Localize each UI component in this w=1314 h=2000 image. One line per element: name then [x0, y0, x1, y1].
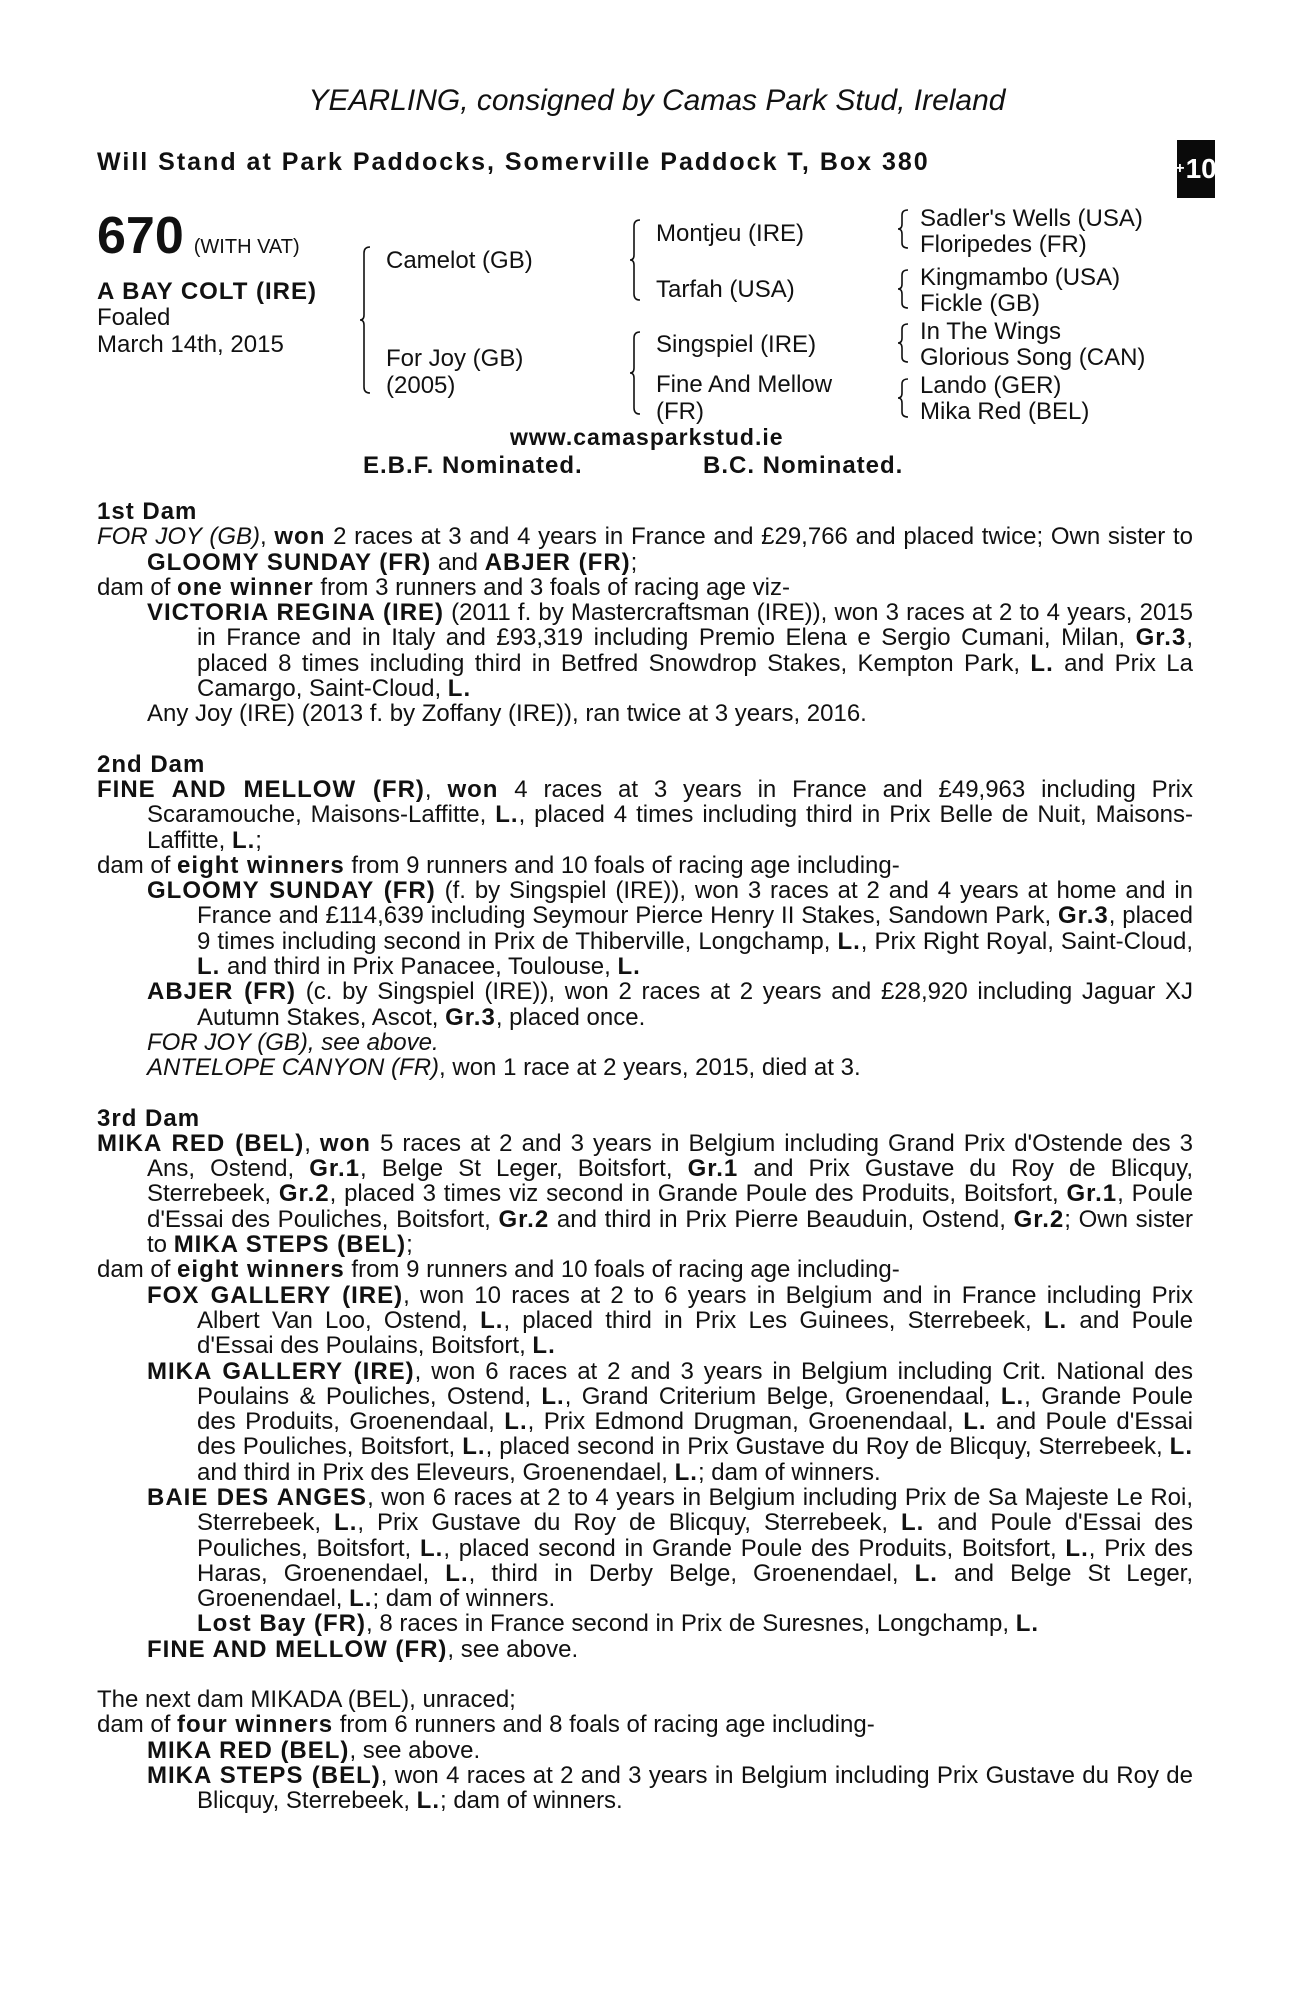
pedigree-sss: Sadler's Wells (USA) [920, 205, 1143, 232]
second-dam-produce-summary [97, 853, 1193, 878]
bold-run: Gr.3 [1135, 624, 1187, 652]
second-dam-heading: 2nd Dam [97, 750, 206, 778]
bold-run: L. [901, 1509, 925, 1537]
bold-run: ABJER (FR) [147, 978, 297, 1006]
next-dam-produce-item [97, 1738, 1193, 1763]
pedigree-sdd: Fickle (GB) [920, 290, 1040, 317]
bc-nominated: B.C. Nominated. [703, 452, 904, 479]
bold-run: L. [197, 953, 221, 981]
text-run: and Poule d'Essai des Poulains, Boitsfort, [197, 1306, 1193, 1360]
text-run: , Prix Right Royal, Saint-Cloud, [860, 927, 1194, 955]
text-run: , won 1 race at 2 years, 2015, died at 3. [439, 1054, 861, 1082]
bracket-fine-and-mellow [898, 377, 910, 419]
italic-run: ANTELOPE CANYON (FR) [147, 1054, 440, 1082]
text-run: , won 6 races at 2 to 4 years in Belgium including Prix de Sa Majeste Le Roi, Sterrebeek, [197, 1483, 1193, 1537]
bold-run: Lost Bay (FR) [197, 1610, 366, 1638]
second-dam-produce-item [97, 979, 1193, 1030]
next-dam-produce-summary [97, 1712, 1193, 1737]
bold-run: Gr.2 [1013, 1205, 1065, 1233]
pedigree-dsd: Glorious Song (CAN) [920, 344, 1146, 371]
text-run: from 9 runners and 10 foals of racing age including- [344, 851, 900, 879]
text-run: ; Own sister to [147, 1205, 1193, 1259]
bold-run: Gr.2 [498, 1205, 550, 1233]
text-run: , placed second in Prix Gustave du Roy de Blicquy, Sterrebeek, [485, 1433, 1170, 1461]
text-run: , [424, 775, 448, 803]
text-run: , placed 9 times including second in Prix de Thiberville, Longchamp, [197, 902, 1193, 955]
bold-run: L. [1030, 649, 1054, 677]
bold-run: FINE AND MELLOW (FR) [97, 775, 425, 803]
bold-run: L. [334, 1509, 358, 1537]
bold-run: L. [837, 927, 861, 955]
bold-run: MIKA RED (BEL) [97, 1129, 305, 1157]
sire-line-bracket [630, 218, 642, 302]
bold-run: L. [914, 1559, 938, 1587]
text-run: , Belge St Leger, Boitsfort, [359, 1155, 688, 1183]
first-dam-produce-item [97, 701, 1193, 726]
text-run: and third in Prix Panacee, Toulouse, [220, 953, 618, 981]
pedigree-dds: Lando (GER) [920, 372, 1062, 399]
next-dam-entry [97, 1687, 1193, 1712]
bold-run: L. [495, 801, 519, 829]
lot-number-line [97, 206, 300, 277]
dam-line-bracket [630, 330, 642, 416]
pedigree-dam-line1: For Joy (GB) [386, 345, 524, 372]
sire-dam-bracket [360, 245, 372, 395]
text-run: , placed 3 times viz second in Grande Poule des Produits, Boitsfort, [329, 1180, 1067, 1208]
text-run: ; [630, 548, 638, 576]
lot-vat: (WITH VAT) [193, 236, 300, 258]
third-dam-entry [97, 1131, 1193, 1257]
third-dam-heading: 3rd Dam [97, 1104, 201, 1132]
text-run: , see above. [349, 1736, 481, 1764]
text-run: ; [406, 1231, 413, 1259]
text-run: and Belge St Leger, Groenendael, [197, 1559, 1194, 1613]
text-run: 5 races at 2 and 3 years in Belgium including Grand Prix d'Ostende des 3 Ans, Ostend, [147, 1129, 1193, 1183]
text-run: , 8 races in France second in Prix de Suresnes, Longchamp, [366, 1610, 1016, 1638]
badge-plus: + [1175, 160, 1185, 177]
bold-run: FOX GALLERY (IRE) [147, 1281, 404, 1309]
text-run: , third in Derby Belge, Groenendael, [468, 1559, 915, 1587]
bold-run: L. [963, 1408, 987, 1436]
horse-name: A BAY COLT (IRE) [97, 278, 318, 305]
pedigree-dss: In The Wings [920, 318, 1061, 345]
text-run: , won 10 races at 2 to 6 years in Belgium and in France including Prix Albert Van Loo, Ostend, [197, 1281, 1193, 1334]
third-dam-produce-item [97, 1637, 1193, 1662]
text-run: , Grand Criterium Belge, Groenendaal, [564, 1382, 1001, 1410]
bold-run: Gr.3 [1058, 902, 1109, 930]
bold-run: Gr.1 [687, 1155, 739, 1183]
text-run: 2 races at 3 and 4 years in France and £29,766 and placed twice; Own sister to [325, 523, 1193, 551]
text-run: and [431, 548, 485, 576]
pedigree-dam-dam-line2: (FR) [656, 398, 704, 425]
pedigree-dam-sire: Singspiel (IRE) [656, 331, 817, 358]
bold-run: L. [420, 1534, 444, 1562]
bold-run: L. [349, 1585, 373, 1613]
bold-run: L. [617, 953, 641, 981]
bold-run: Gr.1 [1066, 1180, 1118, 1208]
italic-run: FOR JOY (GB) [147, 1028, 308, 1056]
bracket-tarfah [898, 268, 910, 310]
text-run: , placed third in Prix Les Guinees, Sterrebeek, [503, 1306, 1044, 1334]
text-run: and third in Prix Pierre Beauduin, Ostend, [549, 1205, 1014, 1233]
text-run: , Prix Gustave du Roy de Blicquy, Sterrebeek, [357, 1509, 901, 1537]
third-dam-produce-summary [97, 1257, 1193, 1282]
bold-run: eight winners [177, 851, 345, 879]
bold-run: GLOOMY SUNDAY (FR) [147, 877, 436, 905]
pedigree-ssd: Floripedes (FR) [920, 231, 1087, 258]
bold-run: VICTORIA REGINA (IRE) [147, 599, 445, 627]
bold-run: GLOOMY SUNDAY (FR) [147, 548, 432, 576]
first-dam-entry [97, 524, 1193, 575]
text-run: dam of [97, 1256, 178, 1284]
lot-badge [1177, 140, 1215, 198]
bold-run: eight winners [177, 1256, 345, 1284]
bold-run: L. [445, 1559, 469, 1587]
bold-run: won [274, 523, 326, 551]
lot-number: 670 [97, 207, 184, 265]
pedigree-sire: Camelot (GB) [386, 247, 533, 274]
text-run: , [260, 523, 275, 551]
page-heading: YEARLING, consigned by Camas Park Stud, Ireland [308, 84, 1006, 117]
pedigree-notes [97, 499, 1193, 1814]
bold-run: ABJER (FR) [484, 548, 631, 576]
bold-run: L. [447, 675, 472, 703]
text-run: ; dam of winners. [372, 1585, 556, 1613]
bold-run: L. [504, 1408, 528, 1436]
bold-run: won [447, 775, 499, 803]
bracket-montjeu [898, 208, 910, 250]
text-run: and Poule d'Essai des Pouliches, Boitsfort, [197, 1408, 1194, 1461]
second-dam-produce-item [97, 878, 1193, 979]
catalogue-page [97, 0, 1217, 2000]
text-run: , see above. [447, 1635, 579, 1663]
text-run: dam of [97, 573, 178, 601]
text-run: ; dam of winners. [439, 1787, 623, 1815]
bold-run: Gr.3 [445, 1003, 496, 1031]
bold-run: won [319, 1129, 371, 1157]
bold-run: L. [462, 1433, 486, 1461]
stand-location: Will Stand at Park Paddocks, Somerville Paddock T, Box 380 [97, 148, 930, 176]
bracket-singspiel [898, 322, 910, 364]
text-run: (2011 f. by Mastercraftsman (IRE)), won 3 races at 2 to 4 years, 2015 in France and in Italy and £93,319 including Premio Elena e Sergio Cumani, Milan, [197, 599, 1193, 652]
text-run: ; [255, 826, 262, 854]
text-run: , placed 8 times including third in Betfred Snowdrop Stakes, Kempton Park, [197, 624, 1193, 677]
text-run: , Prix des Haras, Groenendael, [197, 1534, 1194, 1587]
bold-run: L. [1000, 1382, 1025, 1410]
bold-run: MIKA GALLERY (IRE) [147, 1357, 415, 1385]
bold-run: MIKA STEPS (BEL) [173, 1231, 407, 1259]
text-run: , won 4 races at 2 and 3 years in Belgium including Prix Gustave du Roy de Blicquy, Sterrebeek, [197, 1761, 1193, 1815]
bold-run: L. [231, 826, 256, 854]
third-dam-produce-item [97, 1485, 1193, 1611]
bold-run: L. [416, 1787, 440, 1815]
text-run: , [304, 1129, 320, 1157]
italic-run: FOR JOY (GB) [97, 523, 260, 551]
text-run: from 9 runners and 10 foals of racing age including- [344, 1256, 900, 1284]
text-run: (c. by Singspiel (IRE)), won 2 races at 2 years and £28,920 including Jaguar XJ Autumn Stakes, Ascot, [197, 978, 1194, 1031]
bold-run: BAIE DES ANGES [147, 1483, 368, 1511]
text-run: from 3 runners and 3 foals of racing age viz- [313, 573, 790, 601]
text-run: (f. by Singspiel (IRE)), won 3 races at 2 and 4 years at home and in France and £114,639 including Seymour Pierce Henry II Stakes, Sandown Park, [197, 877, 1194, 930]
text-run: and Prix La Camargo, Saint-Cloud, [197, 649, 1194, 703]
second-dam-entry [97, 777, 1193, 853]
text-run: , won 6 races at 2 and 3 years in Belgium including Crit. National des Poulains & Pouliches, Ostend, [197, 1357, 1193, 1410]
text-run: and Prix Gustave du Roy de Blicquy, Sterrebeek, [147, 1155, 1193, 1208]
bold-run: L. [541, 1382, 565, 1410]
bold-run: Gr.2 [278, 1180, 330, 1208]
text-run: , placed second in Grande Poule des Produits, Boitsfort, [443, 1534, 1066, 1562]
pedigree-sire-sire: Montjeu (IRE) [656, 220, 805, 247]
second-dam-produce-item [97, 1055, 1193, 1080]
third-dam-produce-item [97, 1359, 1193, 1485]
text-run: , placed 4 times including third in Prix Belle de Nuit, Maisons-Laffitte, [147, 801, 1193, 854]
first-dam-produce-item [97, 600, 1193, 701]
text-run: and Poule d'Essai des Pouliches, Boitsfort, [197, 1509, 1193, 1562]
bold-run: one winner [177, 573, 314, 601]
first-dam-produce-summary [97, 575, 1193, 600]
third-dam-produce-item [97, 1283, 1193, 1359]
pedigree-dam-dam-line1: Fine And Mellow [656, 371, 833, 398]
text-run: from 6 runners and 8 foals of racing age including- [333, 1711, 875, 1739]
text-run: , Prix Edmond Drugman, Groenendaal, [527, 1408, 964, 1436]
stud-website: www.camasparkstud.ie [510, 424, 784, 450]
third-dam-grand-produce-item [97, 1611, 1193, 1636]
text-run: The next dam MIKADA (BEL), unraced; [97, 1686, 516, 1714]
foaled-date: March 14th, 2015 [97, 331, 284, 358]
bold-run: L. [1043, 1306, 1068, 1334]
text-run: dam of [97, 851, 178, 879]
text-run: ; dam of winners. [697, 1458, 881, 1486]
text-run: 4 races at 3 years in France and £49,963 including Prix Scaramouche, Maisons-Laffitte, [147, 775, 1193, 829]
pedigree-dam-line2: (2005) [386, 372, 456, 399]
bold-run: L. [674, 1458, 698, 1486]
bold-run: MIKA STEPS (BEL) [147, 1761, 381, 1789]
text-run: , Grande Poule des Produits, Groenendaal, [197, 1382, 1194, 1436]
bold-run: L. [532, 1332, 556, 1360]
bold-run: Gr.1 [309, 1155, 360, 1183]
bold-run: L. [1065, 1534, 1089, 1562]
bold-run: MIKA RED (BEL) [147, 1736, 350, 1764]
foaled-label: Foaled [97, 304, 171, 331]
text-run: dam of [97, 1711, 178, 1739]
bold-run: four winners [177, 1711, 334, 1739]
pedigree-sds: Kingmambo (USA) [920, 264, 1121, 291]
ebf-nominated: E.B.F. Nominated. [363, 452, 583, 479]
italic-run: , see above. [307, 1028, 439, 1056]
text-run: , Poule d'Essai des Pouliches, Boitsfort, [147, 1180, 1194, 1233]
next-dam-produce-item [97, 1763, 1193, 1814]
bold-run: L. [480, 1306, 504, 1334]
pedigree-ddd: Mika Red (BEL) [920, 398, 1090, 425]
badge-number: 10 [1185, 153, 1217, 184]
pedigree-sire-dam: Tarfah (USA) [656, 276, 795, 303]
bold-run: FINE AND MELLOW (FR) [147, 1635, 448, 1663]
text-run: and third in Prix des Eleveurs, Groenendael, [197, 1458, 675, 1486]
text-run: Any Joy (IRE) (2013 f. by Zoffany (IRE)), ran twice at 3 years, 2016. [147, 700, 867, 728]
first-dam-heading: 1st Dam [97, 498, 198, 525]
bold-run: L. [1169, 1433, 1193, 1461]
bold-run: L. [1015, 1610, 1040, 1638]
second-dam-produce-item [97, 1030, 1193, 1055]
text-run: , placed once. [495, 1003, 646, 1031]
